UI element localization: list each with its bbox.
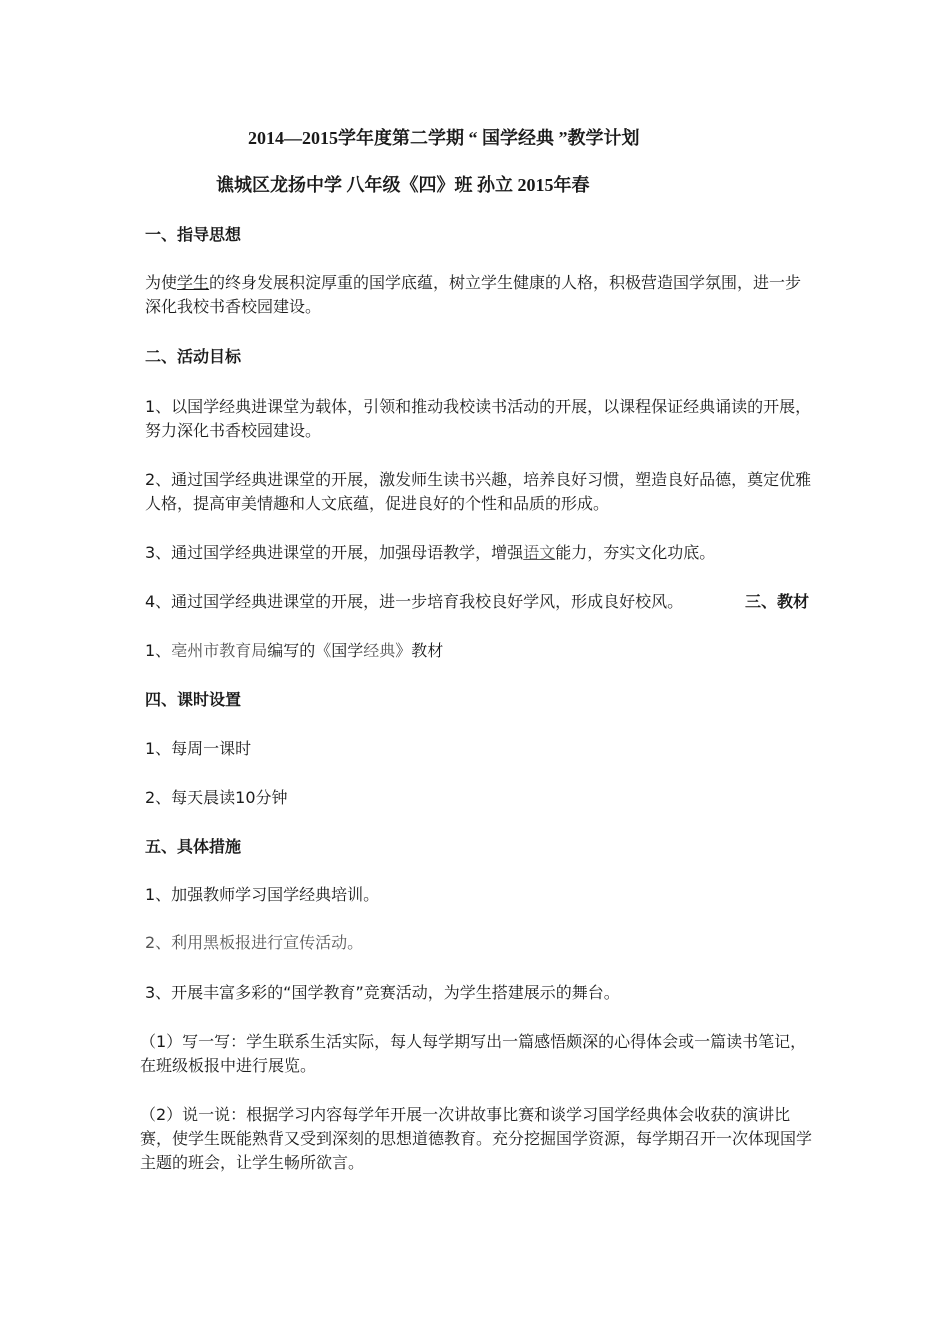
- textbook-text: 1、: [145, 641, 172, 660]
- goal-item-4: 4、通过国学经典进课堂的开展，进一步培育我校良好学风，形成良好校风。: [145, 592, 684, 611]
- measure-item-1: 1、加强教师学习国学经典培训。: [145, 885, 380, 904]
- goal-item-1: 1、以国学经典进课堂为载体，引领和推动我校读书活动的开展，以课程保证经典诵读的开展，努力深化书香校园建设。: [145, 397, 812, 440]
- section-heading-guiding-thought: 一、指导思想: [145, 225, 242, 244]
- schedule-item-2: 2、每天晨读10分钟: [145, 788, 288, 807]
- section-heading-schedule: 四、课时设置: [145, 690, 242, 709]
- paragraph-guiding-thought: [145, 271, 813, 319]
- goal-item-2: 2、通过国学经典进课堂的开展，激发师生读书兴趣，培养良好习惯，塑造良好品德，奠定优雅人格，提高审美情趣和人文底蕴，促进良好的个性和品质的形成。: [145, 470, 812, 513]
- link-students[interactable]: 学生: [177, 273, 210, 292]
- section-heading-goals: 二、活动目标: [145, 347, 242, 366]
- goal-text: 能力，夯实文化功底。: [555, 543, 716, 562]
- section-heading-measures: 五、具体措施: [145, 837, 242, 856]
- textbook-text: 编写的《国学: [267, 641, 364, 660]
- textbook-item-1: [145, 639, 443, 663]
- paragraph-text: 为使: [145, 273, 178, 292]
- measure-subitem-1: （1）写一写：学生联系生活实际，每人每学期写出一篇感悟颇深的心得体会或一篇读书笔记，在班级板报中进行展览。: [140, 1032, 807, 1075]
- goal-text: 3、通过国学经典进课堂的开展，加强母语教学，增强: [145, 543, 524, 562]
- textbook-text: 》教材: [395, 641, 444, 660]
- document-subtitle: 谯城区龙扬中学 八年级《四》班 孙立 2015年春: [216, 175, 590, 195]
- schedule-item-1: 1、每周一课时: [145, 739, 252, 758]
- paragraph-text: 的终身发展积淀厚重的国学底蕴，树立学生健康的人格，积极营造国学氛围，进一步深化我校书香校园建设。: [145, 273, 802, 316]
- document-title: 2014—2015学年度第二学期 “ 国学经典 ”教学计划: [248, 128, 640, 148]
- measure-item-3: 3、开展丰富多彩的“国学教育”竞赛活动，为学生搭建展示的舞台。: [145, 983, 620, 1002]
- measure-item-2: 2、利用黑板报进行宣传活动。: [145, 933, 364, 952]
- goal-item-3: [145, 541, 715, 565]
- measure-subitem-2: （2）说一说：根据学习内容每学年开展一次讲故事比赛和谈学习国学经典体会收获的演讲比赛，使学生既能熟背又受到深刻的思想道德教育。充分挖掘国学资源，每学期召开一次体现国学主题的班会，让学生畅所欲言。: [140, 1105, 813, 1172]
- textbook-text: 经典: [363, 641, 396, 660]
- textbook-publisher: 亳州市教育局: [171, 641, 268, 660]
- link-chinese[interactable]: 语文: [523, 543, 556, 562]
- section-heading-textbook: 三、教材: [745, 592, 810, 611]
